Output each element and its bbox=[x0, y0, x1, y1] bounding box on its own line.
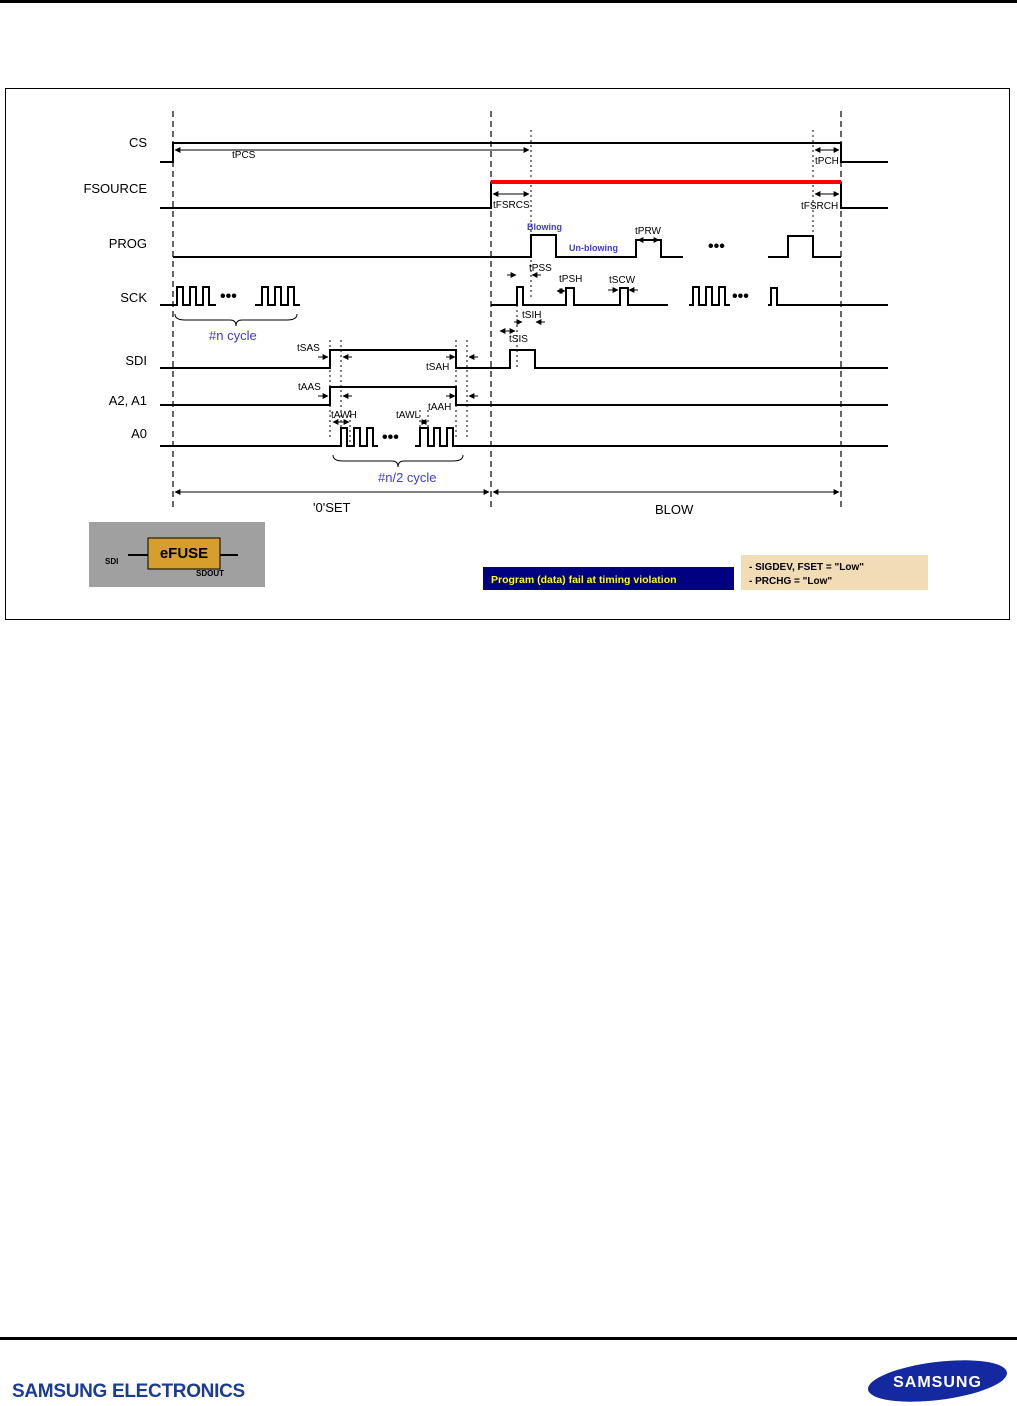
tawl-label: tAWL bbox=[396, 410, 421, 421]
fsource-waveform-tail bbox=[841, 182, 888, 208]
condition-note-line2: - PRCHG = "Low" bbox=[749, 576, 833, 587]
n2-cycle-label: #n/2 cycle bbox=[378, 470, 437, 485]
bottom-rule bbox=[0, 1337, 1017, 1340]
fsource-voltage-label: 1.5V bbox=[662, 171, 681, 181]
signal-sdi-label: SDI bbox=[125, 353, 147, 368]
sdi-waveform bbox=[160, 350, 888, 368]
prog-waveform-tail bbox=[768, 236, 841, 257]
tsis-label: tSIS bbox=[509, 334, 528, 345]
sck-waveform-right bbox=[689, 287, 730, 305]
taas-label: tAAS bbox=[298, 382, 321, 393]
tfsrcs-label: tFSRCS bbox=[493, 200, 530, 211]
efuse-output-label: SDOUT bbox=[196, 569, 224, 578]
n-cycle-brace bbox=[175, 314, 297, 326]
efuse-title: eFUSE bbox=[159, 545, 209, 562]
timing-diagram bbox=[0, 0, 1017, 640]
n2-cycle-brace bbox=[333, 455, 463, 467]
footer-company-name: SAMSUNG ELECTRONICS bbox=[12, 1381, 245, 1402]
tpss-label: tPSS bbox=[529, 263, 552, 274]
violation-note-text: Program (data) fail at timing violation bbox=[491, 574, 677, 586]
tpsh-label: tPSH bbox=[559, 274, 583, 285]
tsih-label: tSIH bbox=[522, 310, 542, 321]
samsung-logo-text: SAMSUNG bbox=[893, 1374, 982, 1391]
a2a1-waveform bbox=[160, 387, 888, 405]
signal-fsource-label: FSOURCE bbox=[83, 181, 147, 196]
sck-ellipsis-left: ••• bbox=[220, 288, 237, 305]
tscw-label: tSCW bbox=[609, 275, 636, 286]
sck-waveform-right2 bbox=[768, 288, 888, 305]
n-cycle-label: #n cycle bbox=[209, 328, 257, 343]
tawh-label: tAWH bbox=[331, 410, 357, 421]
sck-waveform-left2 bbox=[255, 287, 300, 305]
tpcs-label: tPCS bbox=[232, 150, 256, 161]
condition-note-line1: - SIGDEV, FSET = "Low" bbox=[749, 562, 864, 573]
signal-sck-label: SCK bbox=[120, 290, 147, 305]
fsource-waveform-low bbox=[160, 182, 491, 208]
signal-cs-label: CS bbox=[128, 135, 147, 150]
tpch-label: tPCH bbox=[815, 156, 839, 167]
phase-boundaries bbox=[173, 111, 841, 510]
signal-prog-label: PROG bbox=[108, 236, 147, 251]
taah-label: tAAH bbox=[428, 402, 452, 413]
signal-a0-label: A0 bbox=[131, 426, 147, 441]
sck-waveform-blow bbox=[491, 287, 668, 305]
unblowing-label: Un-blowing bbox=[569, 243, 618, 253]
efuse-input-label: SDI bbox=[105, 557, 119, 566]
tsah-label: tSAH bbox=[426, 362, 450, 373]
samsung-logo bbox=[866, 1358, 1009, 1404]
efuse-block bbox=[89, 522, 265, 587]
blow-label: BLOW bbox=[655, 502, 694, 517]
tprw-label: tPRW bbox=[635, 226, 661, 237]
sck-ellipsis-right: ••• bbox=[732, 288, 749, 305]
a0-ellipsis: ••• bbox=[382, 429, 399, 446]
tfsrch-label: tFSRCH bbox=[801, 201, 839, 212]
a0-waveform-right bbox=[415, 428, 888, 446]
prog-ellipsis: ••• bbox=[708, 238, 725, 255]
signal-a2a1-label: A2, A1 bbox=[108, 393, 147, 408]
cs-waveform bbox=[160, 143, 888, 162]
sck-waveform-left bbox=[160, 287, 216, 305]
tsas-label: tSAS bbox=[297, 343, 320, 354]
a0-waveform-left bbox=[160, 428, 378, 446]
zero-set-label: '0'SET bbox=[313, 500, 351, 515]
blowing-label: Blowing bbox=[527, 222, 562, 232]
